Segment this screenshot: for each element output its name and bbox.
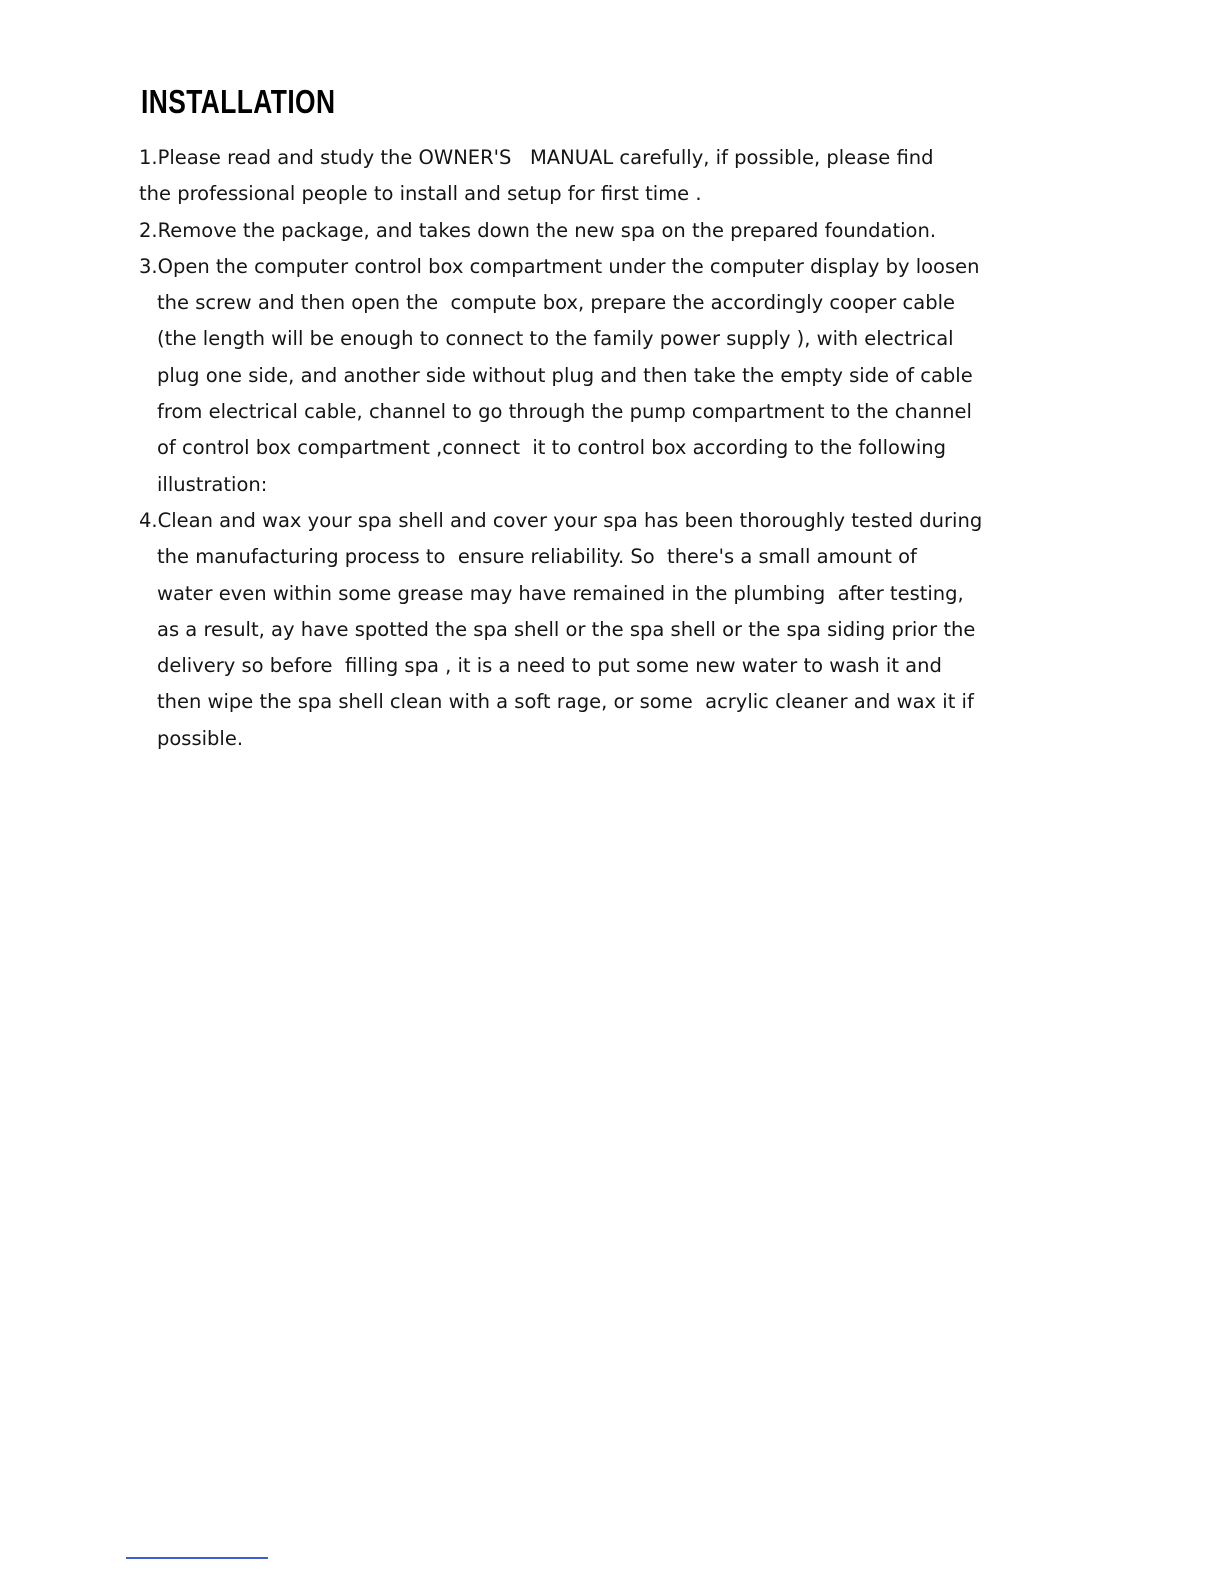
step-2 xyxy=(139,213,1039,249)
step-4-line-3: water even within some grease may have remained in the plumbing after testing, xyxy=(157,581,964,605)
installation-steps-list xyxy=(139,140,1039,757)
step-4-line-4: as a result, ay have spotted the spa shell or the spa shell or the spa siding prior the xyxy=(157,617,976,641)
page-title: INSTALLATION xyxy=(141,83,336,120)
footer-rule xyxy=(126,1557,268,1559)
step-1-line-2: the professional people to install and setup for first time . xyxy=(139,182,702,206)
step-4-line-7: possible. xyxy=(157,726,244,750)
step-1 xyxy=(139,140,1039,213)
step-3-line-4: plug one side, and another side without plug and then take the empty side of cable xyxy=(157,363,973,387)
step-1-line-1: 1.Please read and study the OWNER'S MANUAL carefully, if possible, please find xyxy=(139,146,934,169)
step-2-line-1: 2.Remove the package, and takes down the new spa on the prepared foundation. xyxy=(139,218,937,242)
step-3 xyxy=(139,249,1039,503)
step-3-line-2: the screw and then open the compute box, prepare the accordingly cooper cable xyxy=(157,291,955,315)
step-4-line-5: delivery so before filling spa , it is a need to put some new water to wash it and xyxy=(157,654,942,678)
step-3-line-5: from electrical cable, channel to go through the pump compartment to the channel xyxy=(157,400,972,424)
step-3-line-7: illustration: xyxy=(157,472,268,496)
step-4 xyxy=(139,503,1039,757)
step-3-line-1: 3.Open the computer control box compartment under the computer display by loosen xyxy=(139,254,980,278)
step-3-line-3: (the length will be enough to connect to the family power supply ), with electrical xyxy=(157,327,954,351)
step-3-line-6: of control box compartment ,connect it to control box according to the following xyxy=(157,436,947,460)
step-4-line-6: then wipe the spa shell clean with a soft rage, or some acrylic cleaner and wax it if xyxy=(157,690,974,714)
step-4-line-1: 4.Clean and wax your spa shell and cover your spa has been thoroughly tested during xyxy=(139,508,983,532)
step-4-line-2: the manufacturing process to ensure reliability. So there's a small amount of xyxy=(157,545,917,569)
